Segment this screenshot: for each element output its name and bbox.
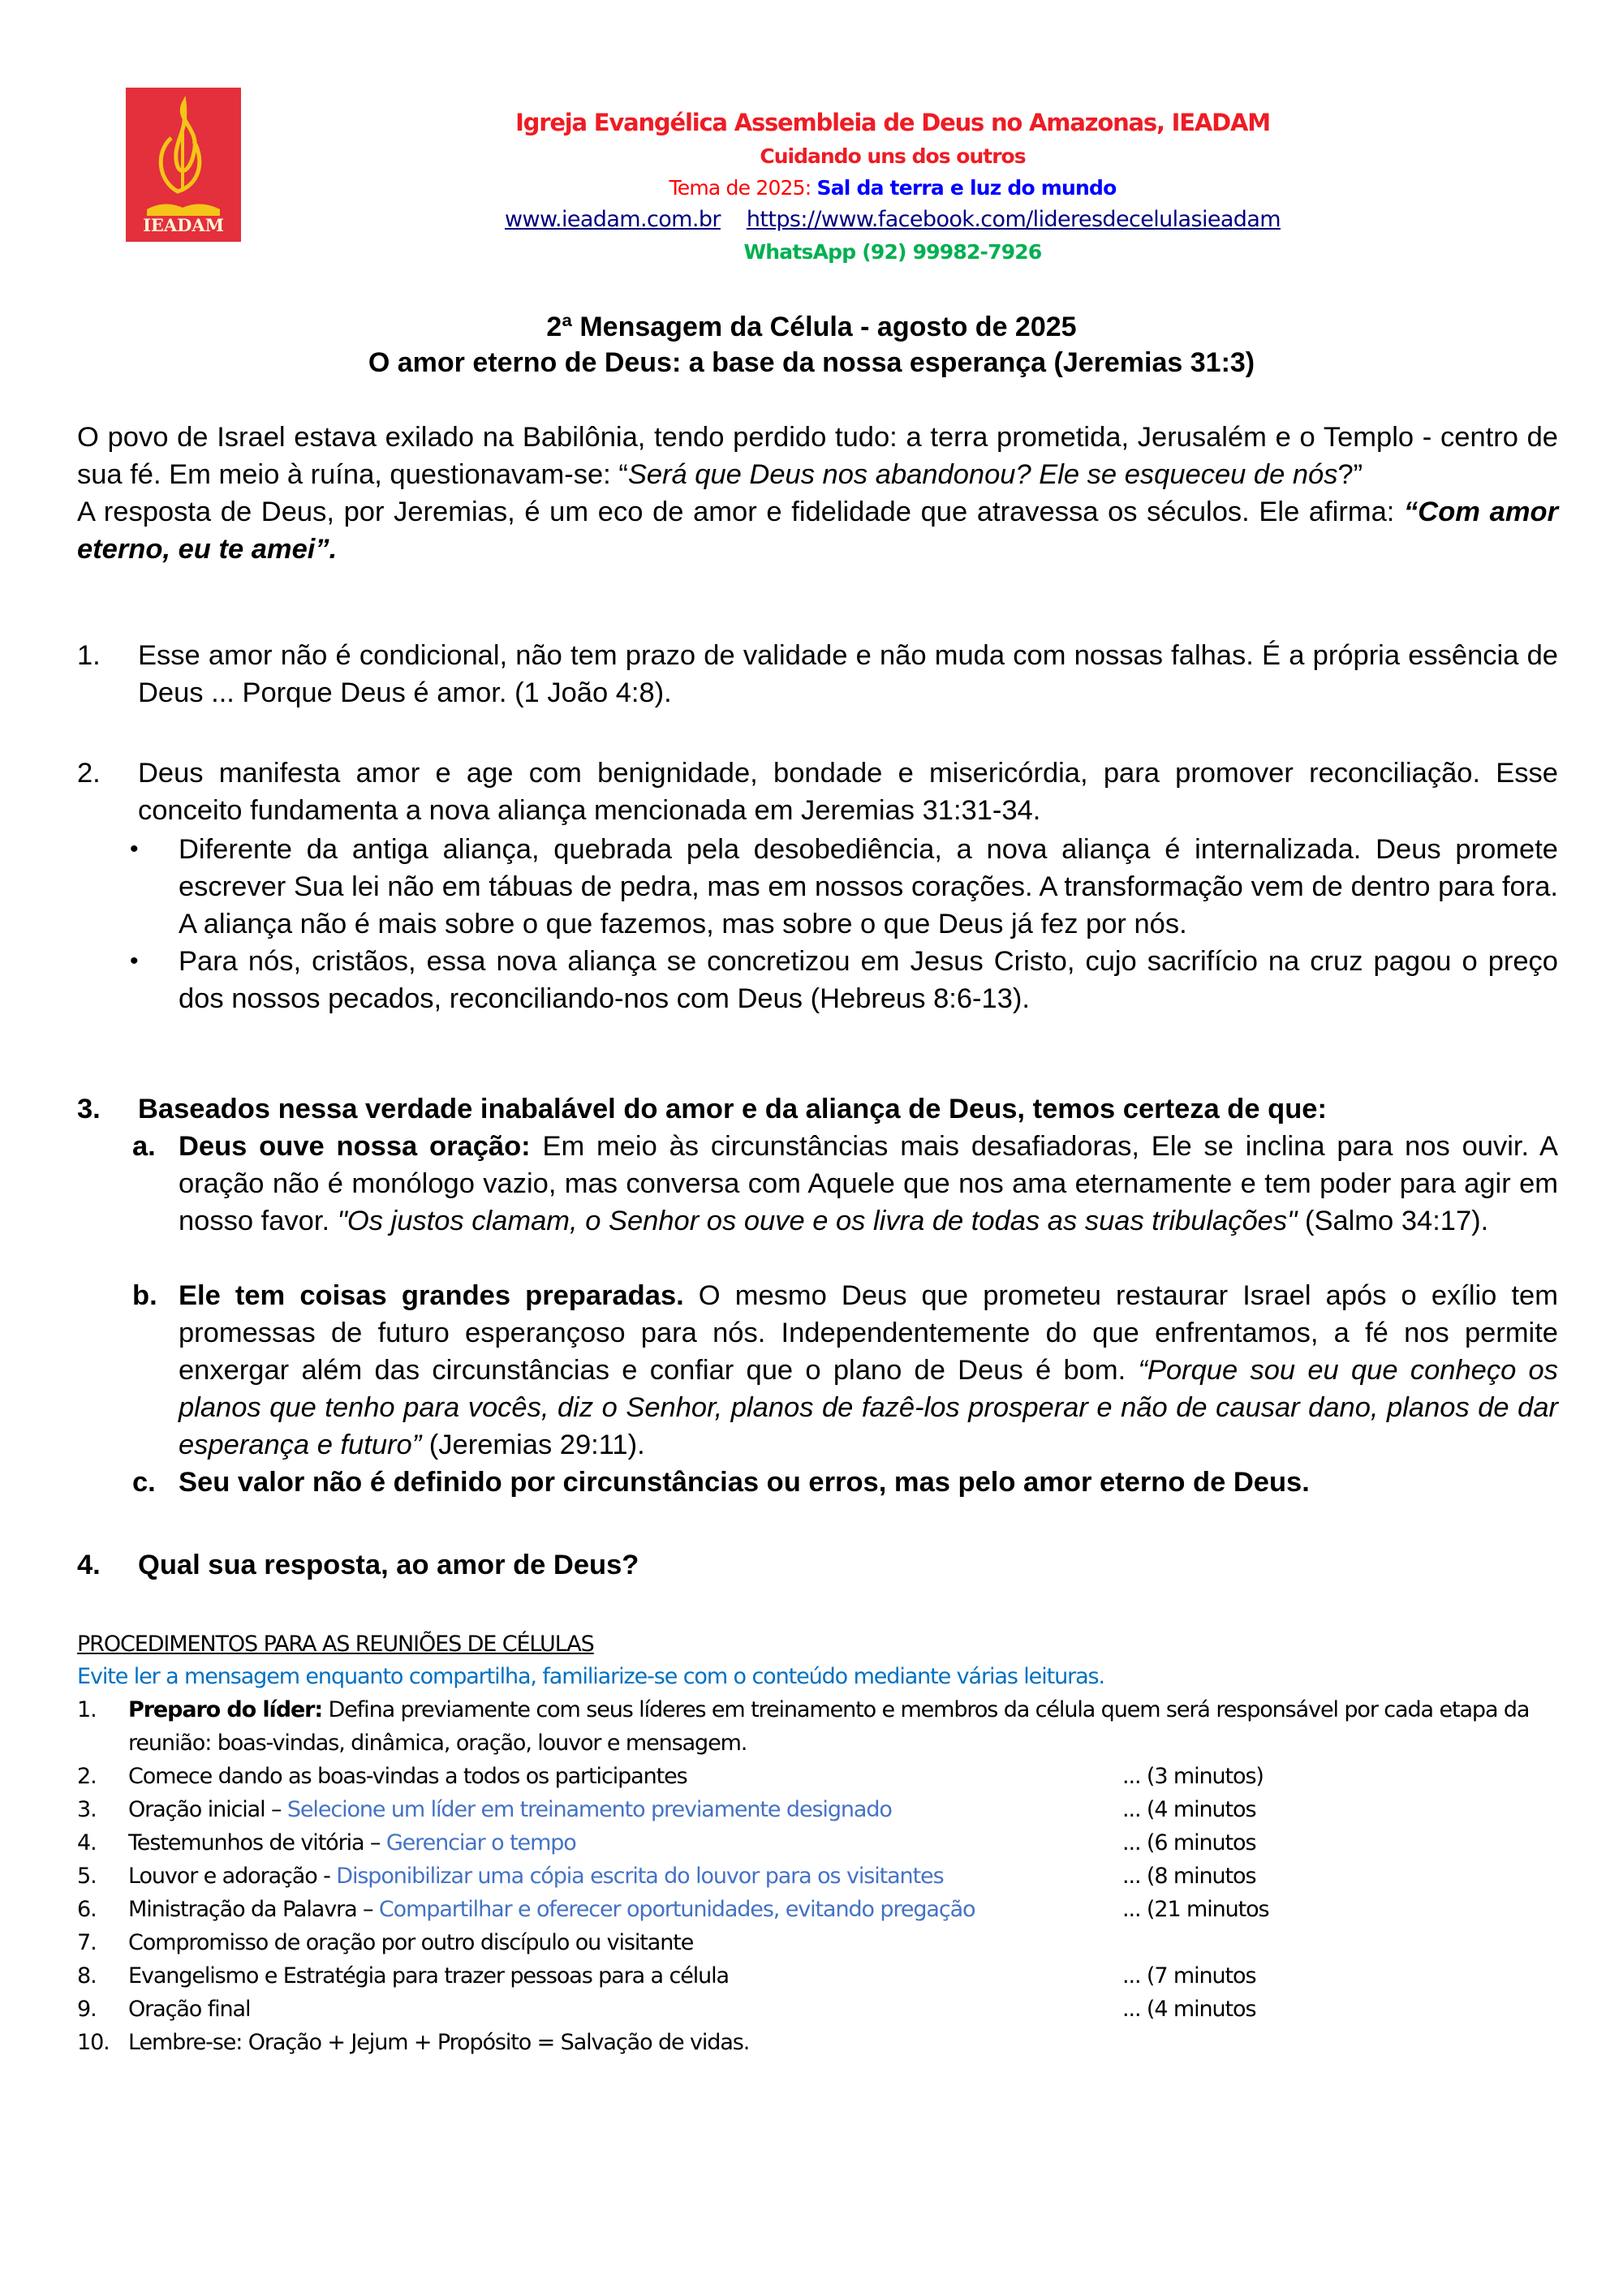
- procedure-text: Testemunhos de vitória –: [128, 1830, 386, 1855]
- procedure-item: [77, 1793, 1570, 1826]
- point-4: [77, 1546, 1558, 1584]
- procedure-text: Louvor e adoração -: [128, 1864, 337, 1889]
- procedure-item: [77, 1993, 1570, 2026]
- procedures-list: [77, 1693, 1570, 2059]
- point-text: Qual sua resposta, ao amor de Deus?: [138, 1550, 639, 1580]
- procedure-number: 1.: [77, 1697, 97, 1722]
- procedure-item: [77, 1826, 1570, 1860]
- procedure-item: [77, 1693, 1570, 1760]
- point-1: [77, 637, 1558, 712]
- logo-label: IEADAM: [143, 215, 224, 235]
- point-number: 4.: [77, 1550, 101, 1580]
- church-name: Igreja Evangélica Assembleia de Deus no Amazonas, IEADAM: [515, 109, 1270, 136]
- procedure-number: 2.: [77, 1764, 97, 1789]
- procedure-hint: Disponibilizar uma cópia escrita do louvor para os visitantes: [336, 1864, 944, 1889]
- website-link[interactable]: www.ieadam.com.br: [505, 207, 721, 232]
- point-2: [77, 755, 1558, 829]
- procedure-item: [77, 1893, 1570, 1926]
- procedure-heading: Preparo do líder:: [128, 1697, 323, 1722]
- theme-line: [292, 176, 1493, 200]
- procedure-number: 3.: [77, 1797, 97, 1822]
- procedure-number: 9.: [77, 1997, 97, 2022]
- bullet-icon: •: [130, 948, 139, 974]
- procedure-item: [77, 1760, 1570, 1793]
- procedures-title: PROCEDIMENTOS PARA AS REUNIÕES DE CÉLULAS: [77, 1632, 594, 1657]
- procedure-number: 5.: [77, 1864, 97, 1889]
- subpoint-heading: Seu valor não é definido por circunstâncias ou erros, mas pelo amor eterno de Deus.: [179, 1467, 1310, 1498]
- subpoint-heading: Deus ouve nossa oração:: [179, 1131, 531, 1162]
- point-2-bullets: [77, 831, 1558, 1017]
- procedure-duration: ... (7 minutos: [1122, 1963, 1256, 1989]
- facebook-link[interactable]: https://www.facebook.com/lideresdecelulasieadam: [746, 207, 1281, 232]
- subpoint-b: [77, 1277, 1558, 1464]
- ieadam-logo: [126, 88, 241, 242]
- subpoint-letter: a.: [132, 1131, 156, 1162]
- subpoint-letter: b.: [132, 1280, 157, 1311]
- bullet-icon: •: [130, 836, 139, 862]
- intro-text: A resposta de Deus, por Jeremias, é um eco de amor e fidelidade que atravessa os séculos. Ele afirma:: [77, 497, 1405, 527]
- key-verse: “Com amor eterno, eu te amei”.: [77, 497, 1558, 565]
- point-text: Esse amor não é condicional, não tem prazo de validade e não muda com nossas falhas. É a própria essência de Deus ... Porque Deus é amor. (1 João 4:8).: [138, 640, 1558, 708]
- scripture-quote: "Os justos clamam, o Senhor os ouve e os livra de todas as suas tribulações": [337, 1206, 1298, 1236]
- scripture-reference: (Jeremias 29:11).: [421, 1430, 645, 1460]
- links-line: [292, 207, 1493, 232]
- intro-text: O povo de Israel estava exilado na Babilônia, tendo perdido tudo: a terra prometida, Jerusalém e o Templo - centro de sua fé. Em meio à ruína, questionavam-se: “: [77, 422, 1558, 490]
- procedure-text: Oração final: [128, 1997, 251, 2022]
- point-text: Deus manifesta amor e age com benignidade, bondade e misericórdia, para promover reconciliação. Esse conceito fundamenta a nova aliança mencionada em Jeremias 31:31-34.: [138, 758, 1558, 826]
- procedure-hint: Compartilhar e oferecer oportunidades, evitando pregação: [378, 1897, 975, 1922]
- procedure-duration: ... (6 minutos: [1122, 1830, 1256, 1855]
- subpoint-text: O mesmo Deus que prometeu restaurar Israel após o exílio tem promessas de futuro esperançoso para nós. Independentemente do que enfrentamos, a fé nos permite enxergar além das circunstâncias e confiar que o plano de Deus é bom.: [179, 1280, 1558, 1386]
- procedure-text: Lembre-se: Oração + Jejum + Propósito = Salvação de vidas.: [128, 2030, 750, 2055]
- intro-text-end: ?”: [1337, 459, 1363, 490]
- message-title: 2ª Mensagem da Célula - agosto de 2025: [546, 312, 1077, 342]
- procedure-text: Evangelismo e Estratégia para trazer pessoas para a célula: [128, 1963, 730, 1989]
- intro-paragraph-2: [77, 493, 1558, 568]
- subpoint-text: Em meio às circunstâncias mais desafiadoras, Ele se inclina para nos ouvir. A oração não é monólogo vazio, mas conversa com Aquele que nos ama eternamente e tem poder para agir em nosso favor.: [179, 1131, 1558, 1236]
- bullet-text: Diferente da antiga aliança, quebrada pela desobediência, a nova aliança é internalizada. Deus promete escrever Sua lei não em tábuas de pedra, mas em nossos corações. A transformação vem de dentro para fora. A aliança não é mais sobre o que fazemos, mas sobre o que Deus já fez por nós.: [179, 834, 1558, 939]
- procedure-number: 6.: [77, 1897, 97, 1922]
- procedure-duration: ... (4 minutos: [1122, 1997, 1256, 2022]
- scripture-quote: “Porque sou eu que conheço os planos que tenho para vocês, diz o Senhor, planos de fazê-los prosperar e não de causar dano, planos de dar esperança e futuro”: [179, 1355, 1558, 1460]
- intro-paragraph-1: [77, 419, 1558, 493]
- procedure-duration: ... (8 minutos: [1122, 1864, 1256, 1889]
- point-number: 1.: [77, 640, 101, 671]
- scripture-reference: (Salmo 34:17).: [1297, 1206, 1489, 1236]
- procedure-item: [77, 1959, 1570, 1993]
- whatsapp-contact: WhatsApp (92) 99982-7926: [743, 240, 1042, 264]
- procedure-duration: ... (3 minutos): [1122, 1764, 1264, 1789]
- theme-prefix: Tema de 2025:: [669, 176, 817, 200]
- procedure-text: Defina previamente com seus líderes em treinamento e membros da célula quem será responsável por cada etapa da reunião: boas-vindas, dinâmica, oração, louvor e mensagem.: [128, 1697, 1530, 1756]
- procedure-item: [77, 1860, 1570, 1893]
- procedure-number: 7.: [77, 1930, 97, 1955]
- procedure-text: Ministração da Palavra –: [128, 1897, 379, 1922]
- bullet-text: Para nós, cristãos, essa nova aliança se concretizou em Jesus Cristo, cujo sacrifício na cruz pagou o preço dos nossos pecados, reconciliando-nos com Deus (Hebreus 8:6-13).: [179, 946, 1558, 1014]
- intro-section: [77, 419, 1558, 568]
- message-subtitle: O amor eterno de Deus: a base da nossa esperança (Jeremias 31:3): [368, 347, 1255, 378]
- procedure-number: 8.: [77, 1963, 97, 1989]
- procedures-note: Evite ler a mensagem enquanto compartilha, familiarize-se com o conteúdo mediante várias leituras.: [77, 1664, 1104, 1689]
- procedure-hint: Gerenciar o tempo: [385, 1830, 576, 1855]
- procedure-text: Oração inicial –: [128, 1797, 287, 1822]
- intro-question: Será que Deus nos abandonou? Ele se esqueceu de nós: [627, 459, 1338, 490]
- procedure-hint: Selecione um líder em treinamento previamente designado: [286, 1797, 892, 1822]
- subpoint-a: [77, 1128, 1558, 1240]
- theme-text: Sal da terra e luz do mundo: [816, 176, 1117, 200]
- procedure-number: 4.: [77, 1830, 97, 1855]
- procedure-item: [77, 2026, 1570, 2059]
- procedure-text: Comece dando as boas-vindas a todos os participantes: [128, 1764, 687, 1789]
- subpoint-heading: Ele tem coisas grandes preparadas.: [179, 1280, 684, 1311]
- procedure-duration: ... (21 minutos: [1122, 1897, 1269, 1922]
- subpoint-letter: c.: [132, 1467, 156, 1498]
- point-3: [77, 1090, 1558, 1128]
- procedure-item: [77, 1926, 1570, 1959]
- procedure-number: 10.: [77, 2030, 110, 2055]
- point-number: 3.: [77, 1094, 101, 1124]
- motto: Cuidando uns dos outros: [760, 144, 1026, 168]
- point-text: Baseados nessa verdade inabalável do amor e da aliança de Deus, temos certeza de que:: [138, 1094, 1327, 1124]
- procedure-text: Compromisso de oração por outro discípulo ou visitante: [128, 1930, 694, 1955]
- point-number: 2.: [77, 758, 101, 789]
- bullet-item: [130, 943, 1558, 1017]
- procedure-duration: ... (4 minutos: [1122, 1797, 1256, 1822]
- bullet-item: [130, 831, 1558, 943]
- subpoint-c: [77, 1464, 1558, 1501]
